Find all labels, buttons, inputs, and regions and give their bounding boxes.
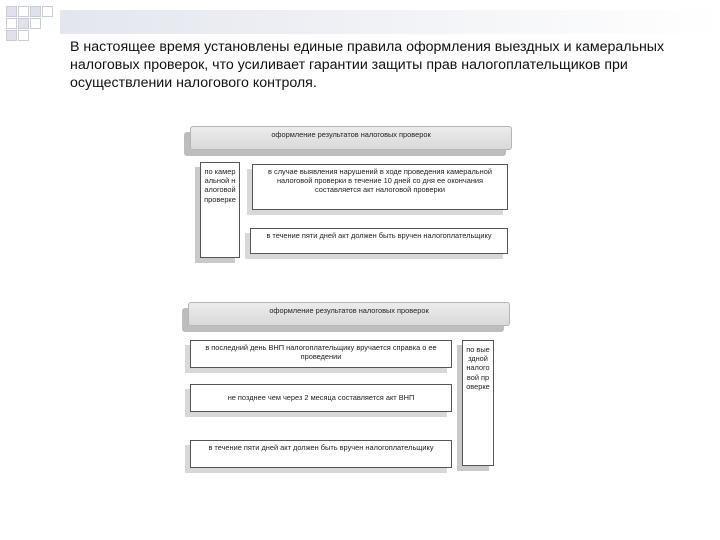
diagram2-header: оформление результатов налоговых проверок bbox=[188, 302, 510, 326]
diagram2-side-box: по выездной налоговой проверке bbox=[462, 340, 494, 466]
deco-square bbox=[30, 6, 41, 17]
diagram2-box1: в последний день ВНП налогоплательщику вручается справка о ее проведении bbox=[190, 340, 452, 368]
deco-square bbox=[42, 6, 53, 17]
deco-square bbox=[18, 30, 29, 41]
deco-square bbox=[30, 18, 41, 29]
deco-square bbox=[6, 6, 17, 17]
diagram1-box2: в течение пяти дней акт должен быть вручен налогоплательщику bbox=[250, 228, 508, 254]
diagram1-side-box: по камеральной налоговой проверке bbox=[200, 162, 240, 258]
title-band bbox=[60, 10, 720, 34]
intro-text: В настоящее время установлены единые правила оформления выездных и камеральных налоговых проверок, что усиливает гарантии защиты прав налогоплательщиков при осуществлении налогового контроля. bbox=[70, 39, 665, 91]
deco-square bbox=[6, 18, 17, 29]
deco-square bbox=[18, 6, 29, 17]
diagram2-box2: не позднее чем через 2 месяца составляется акт ВНП bbox=[190, 384, 452, 412]
diagram1-box1: в случае выявления нарушений в ходе проведения камеральной налоговой проверки в течение 10 дней со дня ее окончания составляется акт налоговой проверки bbox=[252, 164, 508, 210]
diagram2-box3: в течение пяти дней акт должен быть вручен налогоплательщику bbox=[190, 440, 452, 468]
diagram1-header: оформление результатов налоговых проверок bbox=[190, 126, 512, 150]
deco-square bbox=[18, 18, 29, 29]
deco-square bbox=[6, 30, 17, 41]
